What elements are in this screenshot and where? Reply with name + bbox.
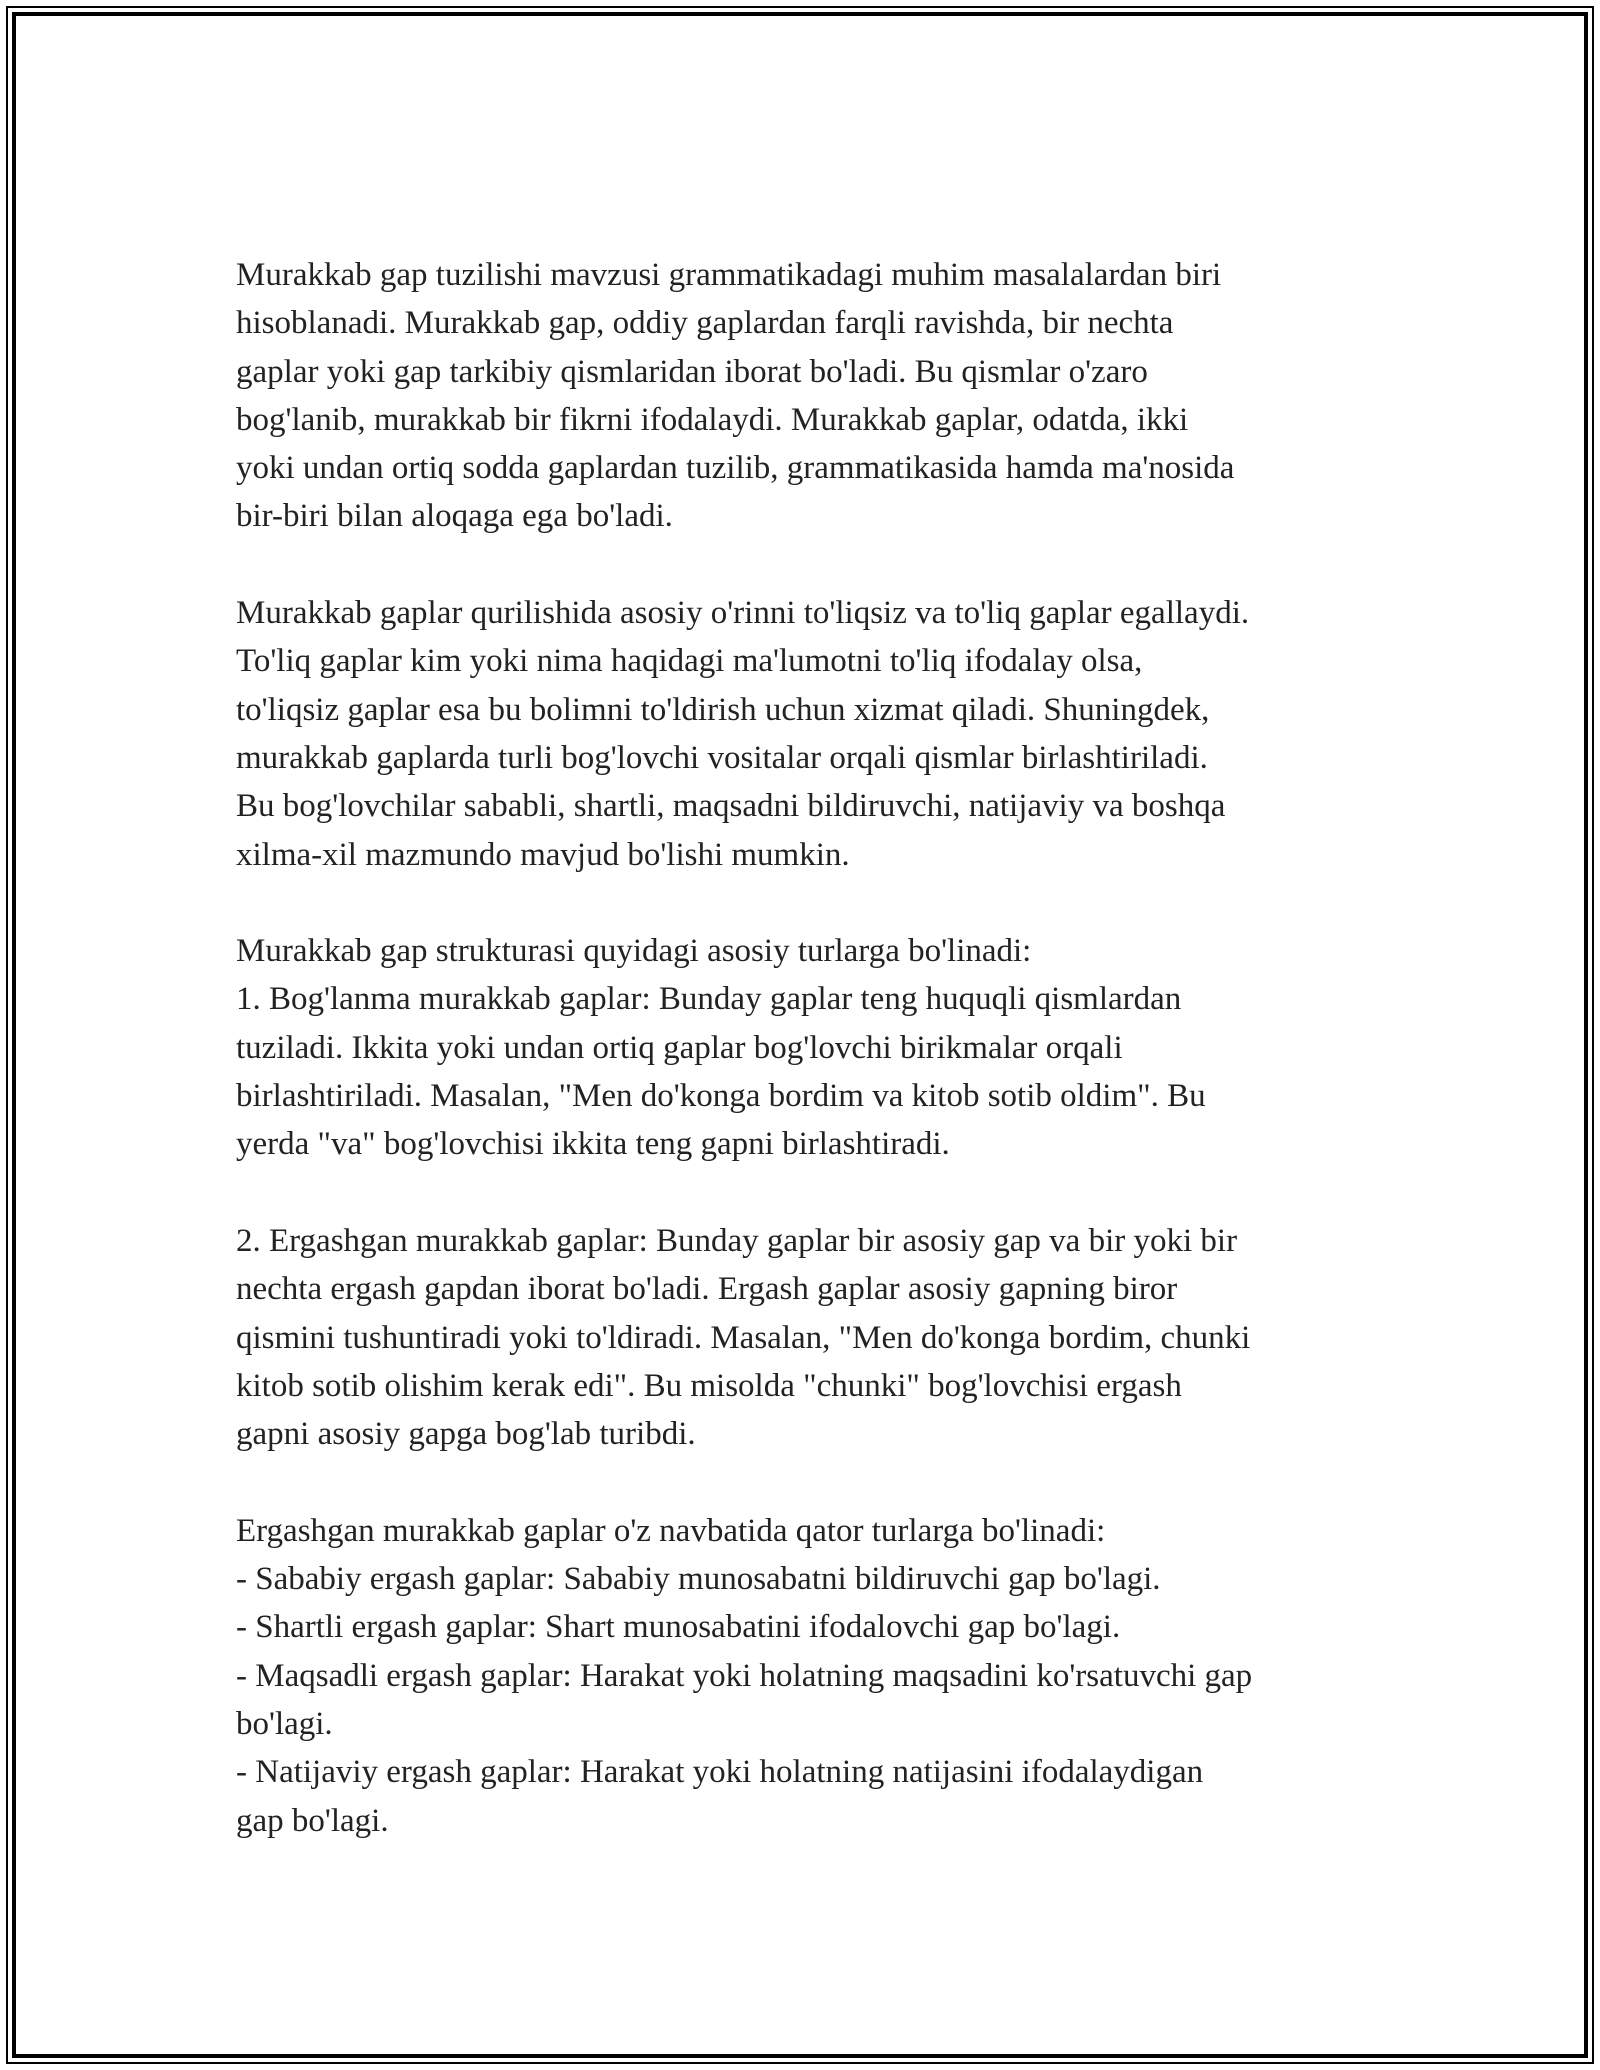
text-line: 2. Ergashgan murakkab gaplar: Bunday gaplar bir asosiy gap va bir yoki bir bbox=[236, 1222, 1238, 1259]
text-line: gapni asosiy gapga bog'lab turibdi. bbox=[236, 1416, 696, 1453]
text-line: To'liq gaplar kim yoki nima haqidagi ma'lumotni to'liq ifodalay olsa, bbox=[236, 643, 1143, 680]
paragraph-3 bbox=[236, 927, 1386, 1168]
paragraph-5 bbox=[236, 1507, 1386, 1845]
text-line: yerda "va" bog'lovchisi ikkita teng gapni birlashtiradi. bbox=[236, 1126, 950, 1163]
text-line: hisoblanadi. Murakkab gap, oddiy gaplardan farqli ravishda, bir nechta bbox=[236, 305, 1174, 342]
text-line: birlashtiriladi. Masalan, "Men do'konga bordim va kitob sotib oldim". Bu bbox=[236, 1078, 1206, 1115]
text-line: to'liqsiz gaplar esa bu bolimni to'ldirish uchun xizmat qiladi. Shuningdek, bbox=[236, 691, 1210, 728]
text-line: bog'lanib, murakkab bir fikrni ifodalaydi. Murakkab gaplar, odatda, ikki bbox=[236, 401, 1189, 438]
document-body bbox=[236, 251, 1386, 1893]
text-line: - Shartli ergash gaplar: Shart munosabatini ifodalovchi gap bo'lagi. bbox=[236, 1609, 1121, 1646]
paragraph-4 bbox=[236, 1217, 1386, 1458]
text-line: murakkab gaplarda turli bog'lovchi vositalar orqali qismlar birlashtiriladi. bbox=[236, 739, 1208, 776]
text-line: Ergashgan murakkab gaplar o'z navbatida qator turlarga bo'linadi: bbox=[236, 1512, 1106, 1549]
text-line: - Maqsadli ergash gaplar: Harakat yoki holatning maqsadini ko'rsatuvchi gap bbox=[236, 1657, 1253, 1694]
text-line: nechta ergash gapdan iborat bo'ladi. Ergash gaplar asosiy gapning biror bbox=[236, 1271, 1178, 1308]
text-line: 1. Bog'lanma murakkab gaplar: Bunday gaplar teng huquqli qismlardan bbox=[236, 981, 1182, 1018]
text-line: gaplar yoki gap tarkibiy qismlaridan iborat bo'ladi. Bu qismlar o'zaro bbox=[236, 353, 1148, 390]
text-line: Bu bog'lovchilar sababli, shartli, maqsadni bildiruvchi, natijaviy va boshqa bbox=[236, 788, 1226, 825]
text-line: bo'lagi. bbox=[236, 1705, 333, 1742]
text-line: kitob sotib olishim kerak edi". Bu misolda "chunki" bog'lovchisi ergash bbox=[236, 1367, 1182, 1404]
text-line: qismini tushuntiradi yoki to'ldiradi. Masalan, "Men do'konga bordim, chunki bbox=[236, 1319, 1251, 1356]
text-line: Murakkab gaplar qurilishida asosiy o'rinni to'liqsiz va to'liq gaplar egallaydi. bbox=[236, 595, 1250, 632]
text-line: - Sababiy ergash gaplar: Sababiy munosabatni bildiruvchi gap bo'lagi. bbox=[236, 1561, 1161, 1598]
paragraph-2 bbox=[236, 589, 1386, 879]
text-line: tuziladi. Ikkita yoki undan ortiq gaplar bog'lovchi birikmalar orqali bbox=[236, 1029, 1123, 1066]
text-line: yoki undan ortiq sodda gaplardan tuzilib, grammatikasida hamda ma'nosida bbox=[236, 450, 1235, 487]
text-line: Murakkab gap tuzilishi mavzusi grammatikadagi muhim masalalardan biri bbox=[236, 257, 1222, 293]
text-line: - Natijaviy ergash gaplar: Harakat yoki holatning natijasini ifodalaydigan bbox=[236, 1754, 1204, 1791]
text-line: Murakkab gap strukturasi quyidagi asosiy turlarga bo'linadi: bbox=[236, 933, 1032, 970]
text-line: gap bo'lagi. bbox=[236, 1802, 389, 1839]
paragraph-1 bbox=[236, 251, 1386, 541]
text-line: xilma-xil mazmundo mavjud bo'lishi mumkin. bbox=[236, 836, 850, 873]
text-line: bir-biri bilan aloqaga ega bo'ladi. bbox=[236, 498, 673, 535]
